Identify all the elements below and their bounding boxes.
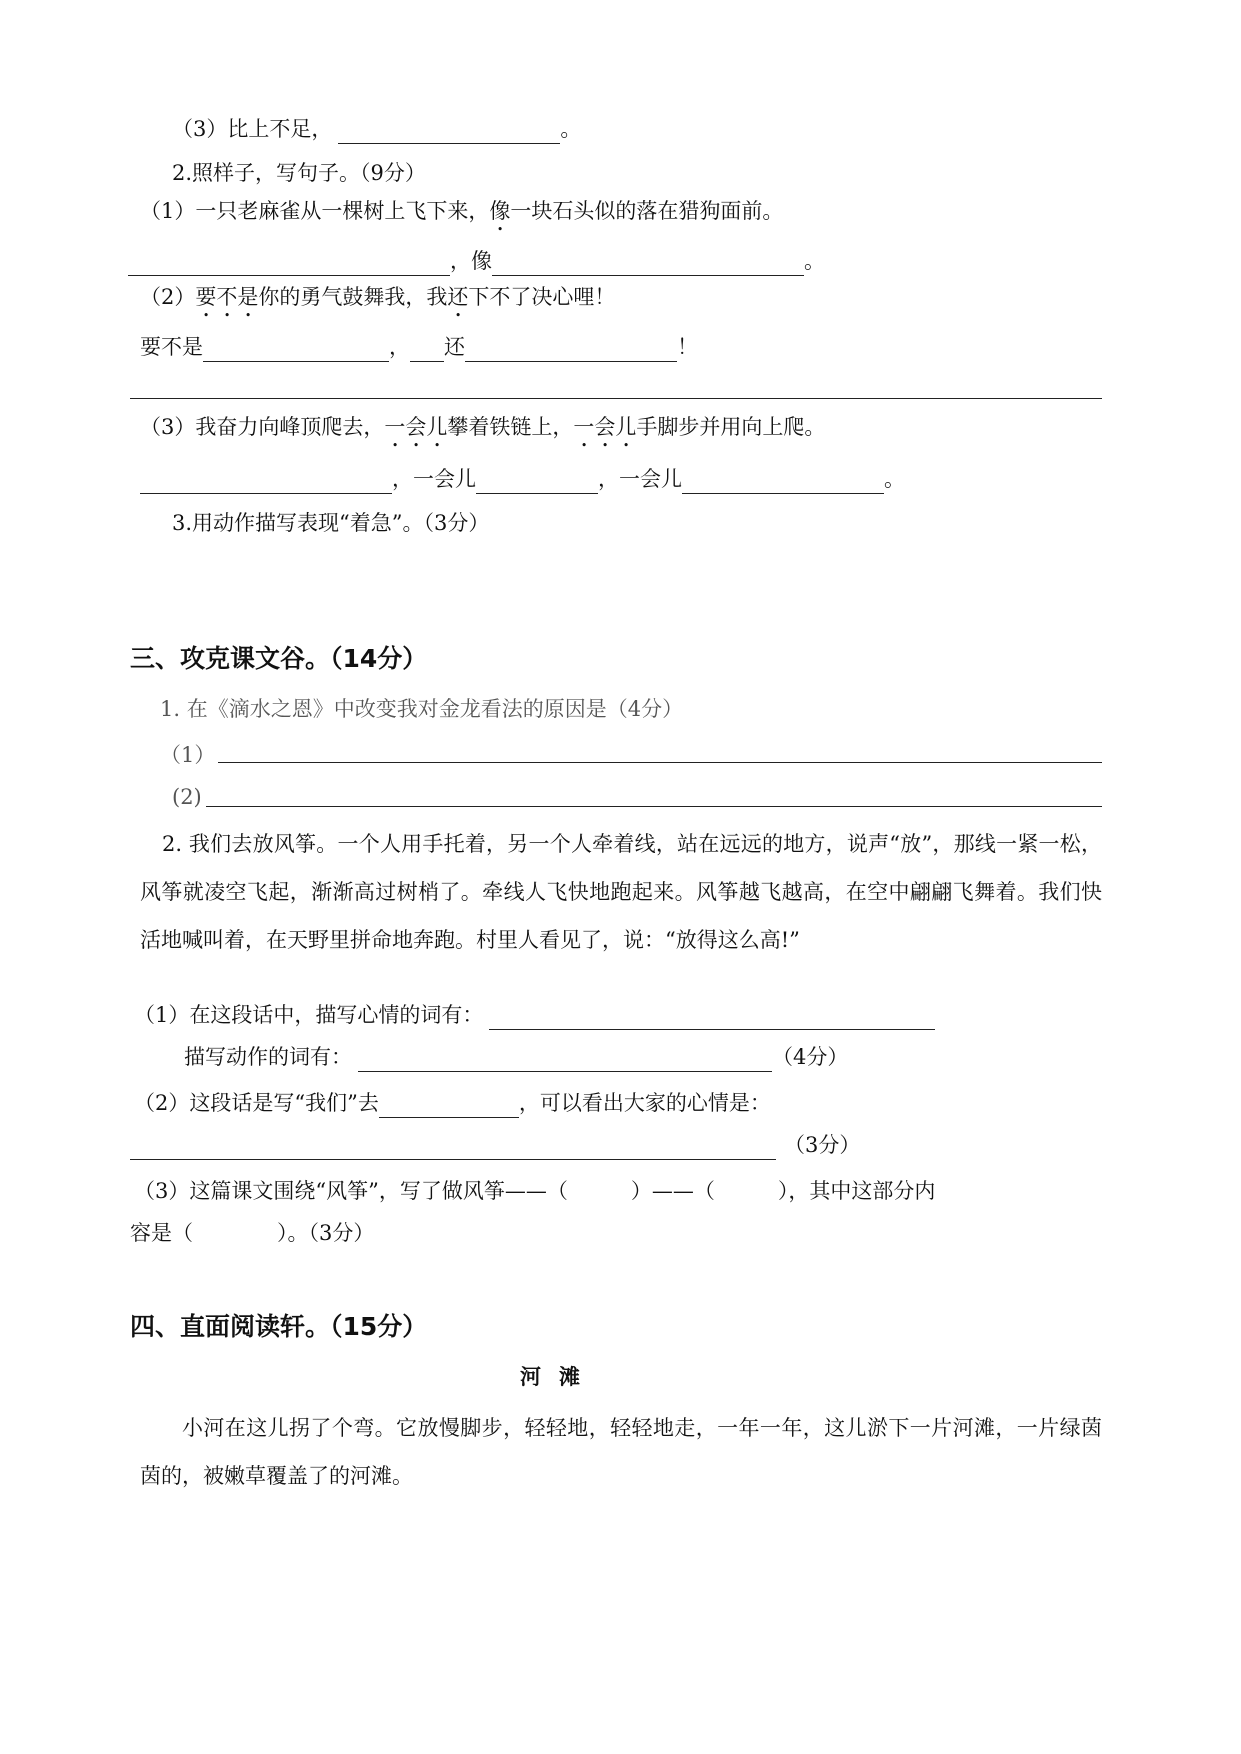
- answer-full-line[interactable]: [130, 398, 1102, 399]
- q2-header: 2.照样子，写句子。（9分）: [172, 161, 426, 185]
- answer-blank[interactable]: [203, 339, 389, 362]
- q2-3-prompt: [140, 412, 825, 452]
- s3-q1-blank2-label: (2): [172, 785, 202, 809]
- punct: 。: [884, 467, 905, 491]
- q2-2-answer-line: [140, 332, 698, 362]
- answer-blank[interactable]: [492, 253, 804, 276]
- emphasized-word: 一会儿: [573, 415, 637, 439]
- s3-q2-sub3-line1: （3）这篇课文围绕“风筝”，写了做风筝——（ ）——（ ），其中这部分内: [134, 1179, 936, 1203]
- answer-blank[interactable]: [140, 471, 392, 494]
- emphasized-word: 一会儿: [384, 415, 448, 439]
- answer-connector: 要不是: [140, 335, 203, 359]
- punct: ！: [677, 335, 698, 359]
- item-3-label: （3）比上不足，: [172, 117, 333, 141]
- emphasized-word: 像: [489, 199, 511, 223]
- prompt-text: ，可以看出大家的心情是：: [518, 1091, 771, 1115]
- answer-blank[interactable]: [358, 1049, 772, 1072]
- answer-blank[interactable]: [338, 121, 560, 144]
- prompt-text: 下不了决心哩！: [468, 285, 616, 309]
- s3-q2-passage: 2. 我们去放风筝。一个人用手托着，另一个人牵着线，站在远远的地方，说声“放”，那线一紧一松，风筝就凌空飞起，渐渐高过树梢了。牵线人飞快地跑起来。风筝越飞越高，在空中翩翩飞舞着。我们快活地喊叫着，在天野里拼命地奔跑。村里人看见了，说：“放得这么高!”: [140, 832, 1102, 952]
- s3-q1-blank2[interactable]: [206, 806, 1102, 807]
- q2-2-prompt: [140, 282, 615, 322]
- prompt-text: （2）: [140, 285, 196, 309]
- prompt-text: 攀着铁链上，: [447, 415, 574, 439]
- answer-connector: 还: [444, 335, 465, 359]
- prompt-text: 你的勇气鼓舞我，我: [258, 285, 448, 309]
- section-3-heading: 三、攻克课文谷。（14分）: [130, 644, 428, 673]
- punct: ，: [389, 335, 410, 359]
- answer-connector: ，一会儿: [392, 467, 476, 491]
- answer-connector: ，一会儿: [598, 467, 682, 491]
- answer-blank[interactable]: [489, 1007, 935, 1030]
- section-4-heading: 四、直面阅读轩。（15分）: [130, 1312, 428, 1341]
- score: （3分）: [784, 1133, 861, 1157]
- punct: 。: [560, 117, 582, 141]
- item-3-line: [172, 114, 581, 144]
- prompt-text: （2）这段话是写“我们”去: [134, 1091, 379, 1115]
- prompt-text: （1）一只老麻雀从一棵树上飞下来，: [140, 199, 490, 223]
- s3-q2-sub3-line2: 容是（ ）。（3分）: [130, 1221, 375, 1245]
- passage-paragraph: 小河在这儿拐了个弯。它放慢脚步，轻轻地，轻轻地走，一年一年，这儿淤下一片河滩，一片绿茵茵的，被嫩草覆盖了的河滩。: [140, 1416, 1102, 1488]
- punct: 。: [804, 249, 825, 273]
- s3-q2-sub2-line2: [130, 1130, 860, 1160]
- prompt-text: 手脚步并用向上爬。: [636, 415, 826, 439]
- q3-prompt: 3.用动作描写表现“着急”。（3分）: [172, 511, 490, 535]
- prompt-text: （3）我奋力向峰顶爬去，: [140, 415, 385, 439]
- emphasized-word: 要不是: [195, 285, 259, 309]
- passage-title: 河滩: [520, 1365, 598, 1389]
- prompt-text: （1）在这段话中，描写心情的词有：: [134, 1003, 484, 1027]
- prompt-text: 描写动作的词有：: [184, 1045, 352, 1069]
- s3-q2-sub1-line2: [184, 1042, 848, 1072]
- answer-blank[interactable]: [128, 253, 450, 276]
- answer-blank[interactable]: [130, 1137, 776, 1160]
- answer-blank[interactable]: [379, 1095, 519, 1118]
- score: （4分）: [772, 1045, 849, 1069]
- answer-blank[interactable]: [682, 471, 884, 494]
- q2-1-prompt: [140, 196, 783, 236]
- s3-q1-prompt: 1. 在《滴水之恩》中改变我对金龙看法的原因是（4分）: [160, 697, 684, 721]
- q2-1-answer-line: [128, 246, 825, 276]
- prompt-text: 一块石头似的落在猎狗面前。: [510, 199, 784, 223]
- answer-connector: ，像: [450, 249, 492, 273]
- emphasized-word: 还: [447, 285, 469, 309]
- s3-q2-sub2-line1: [134, 1088, 771, 1118]
- answer-blank[interactable]: [465, 339, 677, 362]
- s3-q1-blank1-label: （1）: [160, 743, 216, 767]
- answer-blank[interactable]: [410, 339, 444, 362]
- s3-q1-blank1[interactable]: [218, 762, 1102, 763]
- answer-blank[interactable]: [476, 471, 598, 494]
- q2-3-answer-line: [140, 464, 905, 494]
- s3-q2-sub1-line1: [134, 1000, 935, 1030]
